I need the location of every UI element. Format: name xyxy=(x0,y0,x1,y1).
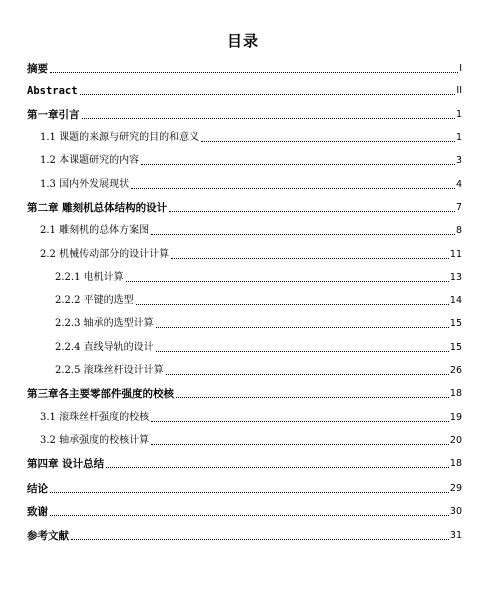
toc-entry-label: 致谢 xyxy=(27,506,48,518)
toc-leader-dots xyxy=(166,373,449,375)
toc-leader-dots xyxy=(82,117,455,119)
toc-entry-chapter-2[interactable] xyxy=(27,200,462,216)
toc-entry-2-1[interactable] xyxy=(40,223,462,239)
toc-entry-label: 第四章 设计总结 xyxy=(27,458,105,470)
toc-entry-label: 2.2.3 轴承的选型计算 xyxy=(55,318,154,329)
toc-entry-2-2-4[interactable] xyxy=(55,340,462,356)
toc-leader-dots xyxy=(151,443,449,445)
toc-entry-label: 第一章引言 xyxy=(27,109,80,121)
toc-entry-1-3[interactable] xyxy=(40,177,462,193)
toc-entry-page: 11 xyxy=(449,249,462,260)
toc-entry-page: 8 xyxy=(455,225,462,236)
toc-leader-dots xyxy=(71,538,449,540)
toc-entry-2-2-5[interactable] xyxy=(55,363,462,379)
toc-entry-1-1[interactable] xyxy=(40,130,462,146)
toc-entry-chapter-3[interactable] xyxy=(27,386,462,402)
toc-entry-2-2-2[interactable] xyxy=(55,293,462,309)
toc-entry-page: 15 xyxy=(449,318,462,329)
toc-entry-page: 18 xyxy=(449,388,462,399)
toc-entry-label: 结论 xyxy=(27,483,48,495)
toc-leader-dots xyxy=(126,280,449,282)
toc-leader-dots xyxy=(169,210,455,212)
toc-entry-page: 19 xyxy=(449,412,462,423)
toc-entry-page: 1 xyxy=(455,132,462,143)
toc-entry-conclusion[interactable] xyxy=(27,481,462,497)
toc-entry-label: 2.2.5 滚珠丝杆设计计算 xyxy=(55,365,164,376)
toc-entry-page: 29 xyxy=(449,483,462,494)
toc-entry-label: 2.2.4 直线导轨的设计 xyxy=(55,342,154,353)
toc-entry-2-2[interactable] xyxy=(40,247,462,263)
toc-leader-dots xyxy=(151,233,455,235)
toc-entry-page: 1 xyxy=(455,109,462,120)
toc-leader-dots xyxy=(50,514,449,516)
toc-entry-label: Abstract xyxy=(27,85,78,97)
toc-entry-page: I xyxy=(459,63,462,74)
toc-leader-dots xyxy=(131,187,455,189)
page-title: 目录 xyxy=(226,32,259,50)
toc-entry-2-2-1[interactable] xyxy=(55,270,462,286)
toc-leader-dots xyxy=(141,163,455,165)
toc-entry-page: 4 xyxy=(455,179,462,190)
toc-entry-page: II xyxy=(456,85,462,96)
toc-entry-label: 摘要 xyxy=(27,63,48,75)
toc-entry-page: 14 xyxy=(449,295,462,306)
toc-entry-label: 第三章各主要零部件强度的校核 xyxy=(27,388,174,400)
toc-entry-label: 2.2.1 电机计算 xyxy=(55,272,124,283)
toc-entry-page: 30 xyxy=(449,506,462,517)
toc-leader-dots xyxy=(136,303,449,305)
toc-entry-label: 2.1 雕刻机的总体方案图 xyxy=(40,225,150,236)
toc-entry-label: 2.2 机械传动部分的设计计算 xyxy=(40,249,170,260)
toc-entry-chapter-4[interactable] xyxy=(27,456,462,472)
toc-entry-label: 第二章 雕刻机总体结构的设计 xyxy=(27,202,168,214)
toc-leader-dots xyxy=(156,350,449,352)
toc-entry-references[interactable] xyxy=(27,528,462,544)
toc-entry-page: 20 xyxy=(449,435,462,446)
toc-entry-abstract-en[interactable] xyxy=(27,83,462,99)
toc-entry-abstract-cn[interactable] xyxy=(27,61,462,77)
toc-entry-3-2[interactable] xyxy=(40,433,462,449)
toc-entry-3-1[interactable] xyxy=(40,410,462,426)
toc-entry-label: 3.1 滚珠丝杆强度的校核 xyxy=(40,412,150,423)
toc-entry-page: 13 xyxy=(449,272,462,283)
toc-entry-page: 7 xyxy=(455,202,462,213)
toc-leader-dots xyxy=(156,326,449,328)
toc-entry-page: 31 xyxy=(449,530,462,541)
toc-entry-1-2[interactable] xyxy=(40,153,462,169)
toc-entry-label: 1.3 国内外发展现状 xyxy=(40,179,130,190)
toc-entry-page: 18 xyxy=(449,458,462,469)
toc-entry-label: 参考文献 xyxy=(27,530,69,542)
toc-entry-page: 3 xyxy=(455,155,462,166)
toc-entry-page: 15 xyxy=(449,342,462,353)
toc-entry-label: 2.2.2 平键的选型 xyxy=(55,295,134,306)
toc-entry-chapter-1[interactable] xyxy=(27,107,462,123)
toc-entry-acknowledgements[interactable] xyxy=(27,504,462,520)
toc-leader-dots xyxy=(171,257,449,259)
toc-entry-page: 26 xyxy=(449,365,462,376)
toc-entry-label: 1.1 课题的来源与研究的目的和意义 xyxy=(40,132,200,143)
toc-entry-label: 3.2 轴承强度的校核计算 xyxy=(40,435,150,446)
toc-leader-dots xyxy=(151,420,449,422)
toc-leader-dots xyxy=(50,71,458,73)
toc-leader-dots xyxy=(201,140,455,142)
toc-entry-label: 1.2 本课题研究的内容 xyxy=(40,155,140,166)
toc-leader-dots xyxy=(106,466,449,468)
toc-leader-dots xyxy=(176,396,449,398)
toc-entry-2-2-3[interactable] xyxy=(55,316,462,332)
toc-leader-dots xyxy=(80,93,456,95)
toc-leader-dots xyxy=(50,491,449,493)
